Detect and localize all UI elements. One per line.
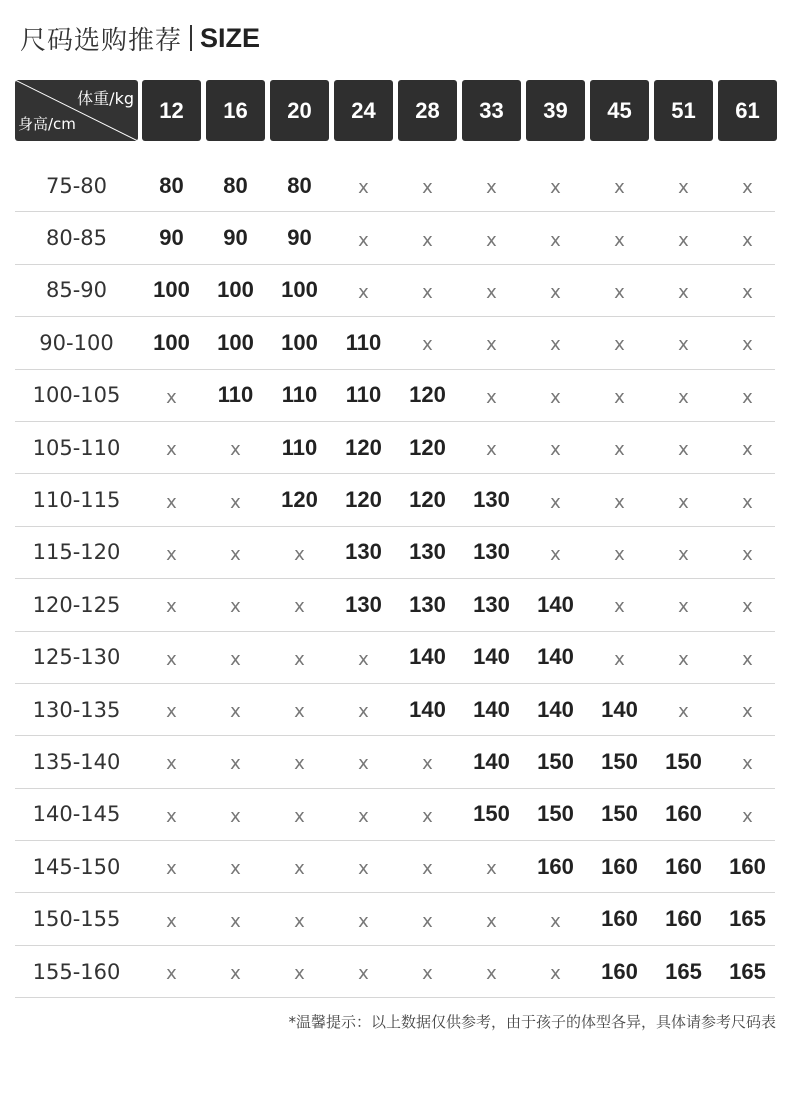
size-value-cell: 160 xyxy=(665,801,702,827)
size-value-cell: 140 xyxy=(409,644,446,670)
not-available-cell: x xyxy=(742,543,753,565)
not-available-cell: x xyxy=(230,596,241,618)
size-value-cell: 100 xyxy=(153,277,190,303)
size-value-cell: 90 xyxy=(223,225,248,251)
corner-header-cell xyxy=(15,80,138,141)
height-range-cell: 115-120 xyxy=(32,540,121,565)
table-row xyxy=(15,160,775,212)
not-available-cell: x xyxy=(614,648,625,670)
table-row xyxy=(15,946,775,998)
not-available-cell: x xyxy=(486,334,497,356)
not-available-cell: x xyxy=(422,334,433,356)
table-row xyxy=(15,317,775,369)
not-available-cell: x xyxy=(742,805,753,827)
not-available-cell: x xyxy=(294,596,305,618)
not-available-cell: x xyxy=(550,439,561,461)
table-row xyxy=(15,632,775,684)
height-range-cell: 105-110 xyxy=(32,435,121,460)
size-value-cell: 150 xyxy=(473,801,510,827)
size-value-cell: 130 xyxy=(345,539,382,565)
not-available-cell: x xyxy=(358,753,369,775)
weight-header-cell: 28 xyxy=(398,80,457,141)
not-available-cell: x xyxy=(742,439,753,461)
weight-header-cell: 61 xyxy=(718,80,777,141)
size-value-cell: 130 xyxy=(473,591,510,617)
not-available-cell: x xyxy=(678,334,689,356)
table-row xyxy=(15,579,775,631)
not-available-cell: x xyxy=(486,229,497,251)
not-available-cell: x xyxy=(166,648,177,670)
not-available-cell: x xyxy=(550,386,561,408)
not-available-cell: x xyxy=(486,963,497,985)
table-row xyxy=(15,370,775,422)
not-available-cell: x xyxy=(166,963,177,985)
not-available-cell: x xyxy=(550,963,561,985)
size-value-cell: 150 xyxy=(537,748,574,774)
not-available-cell: x xyxy=(678,386,689,408)
not-available-cell: x xyxy=(166,910,177,932)
not-available-cell: x xyxy=(230,439,241,461)
not-available-cell: x xyxy=(358,177,369,199)
size-table-body xyxy=(15,160,775,998)
height-range-cell: 110-115 xyxy=(32,488,121,513)
not-available-cell: x xyxy=(486,177,497,199)
not-available-cell: x xyxy=(614,386,625,408)
not-available-cell: x xyxy=(678,229,689,251)
not-available-cell: x xyxy=(166,805,177,827)
not-available-cell: x xyxy=(678,596,689,618)
height-range-cell: 90-100 xyxy=(39,330,114,355)
not-available-cell: x xyxy=(166,439,177,461)
not-available-cell: x xyxy=(742,281,753,303)
not-available-cell: x xyxy=(358,805,369,827)
table-row xyxy=(15,474,775,526)
not-available-cell: x xyxy=(678,439,689,461)
not-available-cell: x xyxy=(166,753,177,775)
not-available-cell: x xyxy=(550,543,561,565)
size-value-cell: 160 xyxy=(601,906,638,932)
not-available-cell: x xyxy=(742,753,753,775)
not-available-cell: x xyxy=(230,805,241,827)
not-available-cell: x xyxy=(422,177,433,199)
table-row xyxy=(15,736,775,788)
weight-header-cell: 51 xyxy=(654,80,713,141)
not-available-cell: x xyxy=(422,910,433,932)
size-value-cell: 100 xyxy=(153,329,190,355)
not-available-cell: x xyxy=(742,596,753,618)
size-value-cell: 165 xyxy=(729,958,766,984)
not-available-cell: x xyxy=(294,805,305,827)
size-value-cell: 90 xyxy=(159,225,184,251)
table-row xyxy=(15,893,775,945)
not-available-cell: x xyxy=(486,386,497,408)
not-available-cell: x xyxy=(230,491,241,513)
weight-header-cell: 24 xyxy=(334,80,393,141)
table-row xyxy=(15,422,775,474)
size-value-cell: 165 xyxy=(729,906,766,932)
size-value-cell: 100 xyxy=(217,277,254,303)
size-value-cell: 150 xyxy=(665,748,702,774)
not-available-cell: x xyxy=(294,753,305,775)
not-available-cell: x xyxy=(678,701,689,723)
height-range-cell: 130-135 xyxy=(32,697,121,722)
size-value-cell: 80 xyxy=(223,172,248,198)
height-range-cell: 135-140 xyxy=(32,749,121,774)
not-available-cell: x xyxy=(742,701,753,723)
weight-axis-label: 体重/kg xyxy=(77,89,134,108)
not-available-cell: x xyxy=(486,281,497,303)
height-range-cell: 140-145 xyxy=(32,802,121,827)
not-available-cell: x xyxy=(166,543,177,565)
size-value-cell: 140 xyxy=(537,591,574,617)
not-available-cell: x xyxy=(614,229,625,251)
size-value-cell: 110 xyxy=(345,382,382,408)
not-available-cell: x xyxy=(230,753,241,775)
not-available-cell: x xyxy=(614,491,625,513)
size-value-cell: 165 xyxy=(665,958,702,984)
not-available-cell: x xyxy=(550,177,561,199)
size-value-cell: 120 xyxy=(281,487,318,513)
table-row xyxy=(15,684,775,736)
title-english: SIZE xyxy=(200,22,261,53)
not-available-cell: x xyxy=(550,334,561,356)
weight-header-cell: 33 xyxy=(462,80,521,141)
not-available-cell: x xyxy=(230,858,241,880)
table-row xyxy=(15,527,775,579)
size-value-cell: 140 xyxy=(409,696,446,722)
size-value-cell: 110 xyxy=(281,434,318,460)
not-available-cell: x xyxy=(550,281,561,303)
not-available-cell: x xyxy=(166,491,177,513)
not-available-cell: x xyxy=(166,596,177,618)
height-range-cell: 120-125 xyxy=(32,592,121,617)
weight-header-cell: 45 xyxy=(590,80,649,141)
size-value-cell: 130 xyxy=(409,539,446,565)
height-range-cell: 100-105 xyxy=(32,383,121,408)
not-available-cell: x xyxy=(742,648,753,670)
height-range-cell: 85-90 xyxy=(45,278,108,303)
size-value-cell: 100 xyxy=(217,329,254,355)
size-value-cell: 140 xyxy=(601,696,638,722)
size-value-cell: 150 xyxy=(537,801,574,827)
not-available-cell: x xyxy=(166,858,177,880)
size-value-cell: 140 xyxy=(537,644,574,670)
not-available-cell: x xyxy=(614,543,625,565)
size-value-cell: 120 xyxy=(345,434,382,460)
size-value-cell: 130 xyxy=(473,487,510,513)
size-value-cell: 80 xyxy=(159,172,184,198)
size-value-cell: 110 xyxy=(281,382,318,408)
not-available-cell: x xyxy=(358,910,369,932)
not-available-cell: x xyxy=(486,439,497,461)
size-value-cell: 80 xyxy=(287,172,312,198)
height-range-cell: 155-160 xyxy=(32,959,121,984)
not-available-cell: x xyxy=(294,910,305,932)
not-available-cell: x xyxy=(422,805,433,827)
not-available-cell: x xyxy=(422,281,433,303)
size-value-cell: 140 xyxy=(537,696,574,722)
weight-header-cell: 39 xyxy=(526,80,585,141)
height-range-cell: 145-150 xyxy=(32,854,121,879)
not-available-cell: x xyxy=(358,648,369,670)
size-value-cell: 140 xyxy=(473,748,510,774)
not-available-cell: x xyxy=(358,229,369,251)
not-available-cell: x xyxy=(614,281,625,303)
table-row xyxy=(15,265,775,317)
not-available-cell: x xyxy=(742,491,753,513)
size-value-cell: 150 xyxy=(601,801,638,827)
not-available-cell: x xyxy=(614,439,625,461)
not-available-cell: x xyxy=(550,491,561,513)
page-title xyxy=(20,18,260,58)
not-available-cell: x xyxy=(358,701,369,723)
height-range-cell: 75-80 xyxy=(45,173,108,198)
size-value-cell: 130 xyxy=(473,539,510,565)
size-value-cell: 130 xyxy=(345,591,382,617)
not-available-cell: x xyxy=(230,963,241,985)
size-value-cell: 140 xyxy=(473,696,510,722)
not-available-cell: x xyxy=(166,386,177,408)
not-available-cell: x xyxy=(742,386,753,408)
size-value-cell: 110 xyxy=(345,329,382,355)
size-value-cell: 100 xyxy=(281,329,318,355)
not-available-cell: x xyxy=(294,858,305,880)
not-available-cell: x xyxy=(678,281,689,303)
title-separator xyxy=(190,25,192,51)
not-available-cell: x xyxy=(550,910,561,932)
size-value-cell: 160 xyxy=(601,853,638,879)
height-range-cell: 80-85 xyxy=(45,226,108,251)
table-row xyxy=(15,212,775,264)
weight-header-cell: 20 xyxy=(270,80,329,141)
weight-header-cell: 12 xyxy=(142,80,201,141)
size-value-cell: 120 xyxy=(409,434,446,460)
size-value-cell: 120 xyxy=(409,487,446,513)
not-available-cell: x xyxy=(294,648,305,670)
table-row xyxy=(15,789,775,841)
size-value-cell: 160 xyxy=(601,958,638,984)
not-available-cell: x xyxy=(614,177,625,199)
not-available-cell: x xyxy=(614,334,625,356)
not-available-cell: x xyxy=(358,281,369,303)
weight-header-cell: 16 xyxy=(206,80,265,141)
not-available-cell: x xyxy=(166,701,177,723)
not-available-cell: x xyxy=(422,753,433,775)
not-available-cell: x xyxy=(678,543,689,565)
size-value-cell: 160 xyxy=(537,853,574,879)
size-value-cell: 130 xyxy=(409,591,446,617)
not-available-cell: x xyxy=(550,229,561,251)
size-value-cell: 160 xyxy=(729,853,766,879)
height-axis-label: 身高/cm xyxy=(18,115,76,133)
not-available-cell: x xyxy=(294,701,305,723)
not-available-cell: x xyxy=(742,177,753,199)
not-available-cell: x xyxy=(422,858,433,880)
not-available-cell: x xyxy=(230,701,241,723)
not-available-cell: x xyxy=(358,963,369,985)
not-available-cell: x xyxy=(294,963,305,985)
not-available-cell: x xyxy=(614,596,625,618)
size-value-cell: 90 xyxy=(287,225,312,251)
not-available-cell: x xyxy=(486,910,497,932)
not-available-cell: x xyxy=(422,229,433,251)
height-range-cell: 125-130 xyxy=(32,645,121,670)
size-value-cell: 160 xyxy=(665,906,702,932)
height-range-cell: 150-155 xyxy=(32,907,121,932)
not-available-cell: x xyxy=(742,229,753,251)
not-available-cell: x xyxy=(294,543,305,565)
size-value-cell: 110 xyxy=(217,382,254,408)
not-available-cell: x xyxy=(678,491,689,513)
size-value-cell: 160 xyxy=(665,853,702,879)
table-row xyxy=(15,841,775,893)
title-chinese: 尺码选购推荐 xyxy=(20,25,183,56)
not-available-cell: x xyxy=(358,858,369,880)
size-value-cell: 120 xyxy=(409,382,446,408)
size-value-cell: 120 xyxy=(345,487,382,513)
not-available-cell: x xyxy=(486,858,497,880)
footnote: *温馨提示：以上数据仅供参考，由于孩子的体型各异，具体请参考尺码表 xyxy=(288,1013,776,1031)
not-available-cell: x xyxy=(230,543,241,565)
not-available-cell: x xyxy=(678,648,689,670)
size-value-cell: 140 xyxy=(473,644,510,670)
not-available-cell: x xyxy=(422,963,433,985)
not-available-cell: x xyxy=(742,334,753,356)
not-available-cell: x xyxy=(230,910,241,932)
size-value-cell: 150 xyxy=(601,748,638,774)
size-value-cell: 100 xyxy=(281,277,318,303)
not-available-cell: x xyxy=(230,648,241,670)
not-available-cell: x xyxy=(678,177,689,199)
